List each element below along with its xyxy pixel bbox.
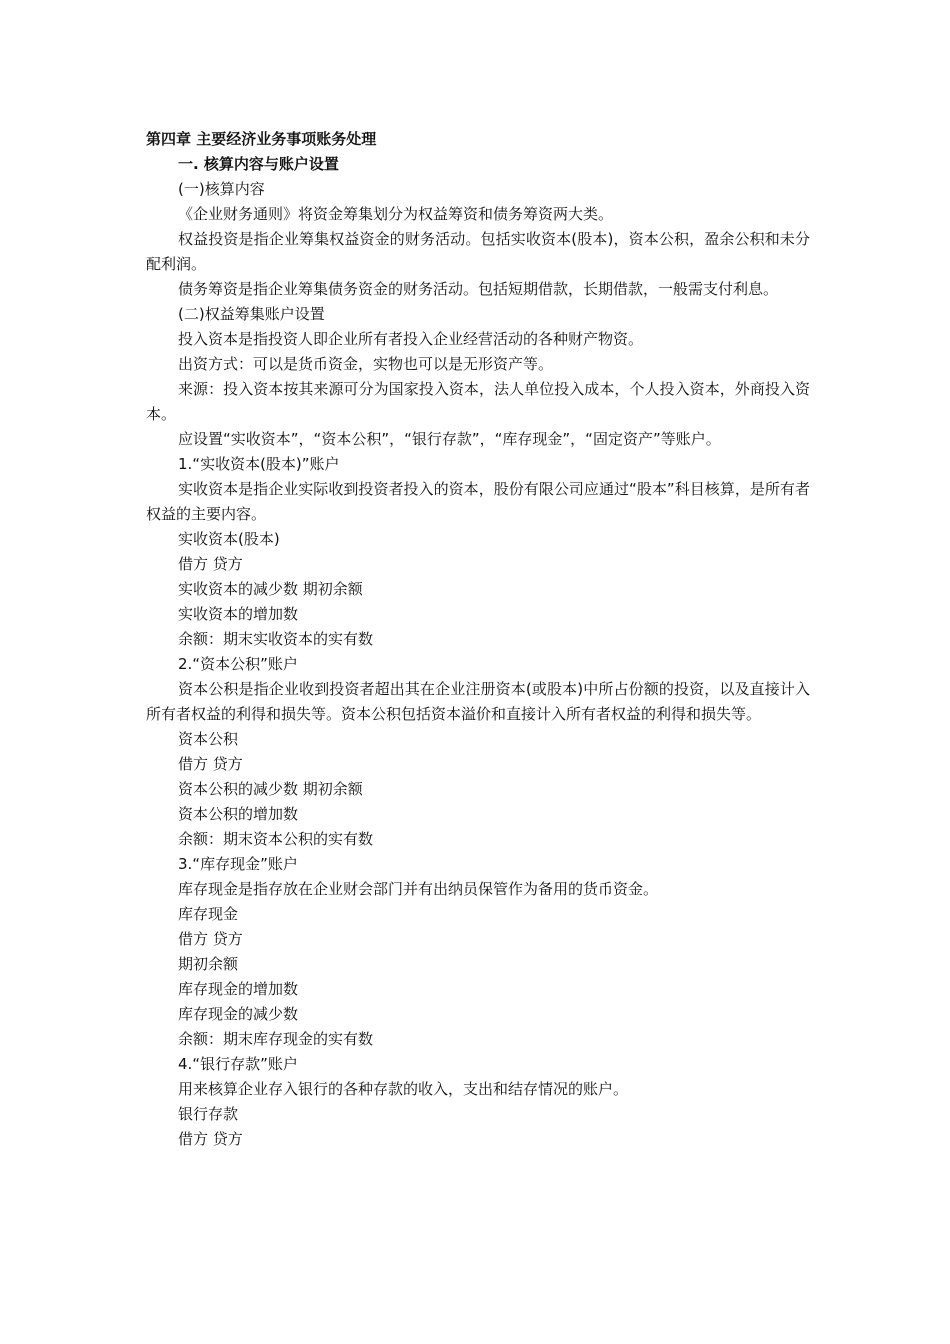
account-name: 库存现金 bbox=[178, 905, 239, 923]
account-heading: 2.“资本公积”账户 bbox=[178, 655, 298, 673]
paragraph: 来源：投入资本按其来源可分为国家投入资本，法人单位投入成本，个人投入资本，外商投入资本。 bbox=[146, 380, 810, 423]
account-description: 库存现金是指存放在企业财会部门并有出纳员保管作为备用的货币资金。 bbox=[178, 880, 659, 898]
paragraph: 应设置“实收资本”，“资本公积”，“银行存款”，“库存现金”，“固定资产”等账户。 bbox=[178, 430, 721, 448]
account-description: 资本公积是指企业收到投资者超出其在企业注册资本(或股本)中所占份额的投资，以及直接计入所有者权益的利得和损失等。资本公积包括资本溢价和直接计入所有者权益的利得和损失等。 bbox=[146, 680, 810, 723]
account-row: 库存现金的减少数 bbox=[178, 1005, 299, 1023]
paragraph: 权益投资是指企业筹集权益资金的财务活动。包括实收资本(股本)，资本公积，盈余公积和未分配利润。 bbox=[146, 230, 810, 273]
account-description: 用来核算企业存入银行的各种存款的收入，支出和结存情况的账户。 bbox=[178, 1080, 629, 1098]
account-heading: 4.“银行存款”账户 bbox=[178, 1055, 298, 1073]
document-body bbox=[146, 127, 810, 1152]
account-row: 库存现金的增加数 bbox=[178, 980, 299, 998]
account-balance: 余额：期末资本公积的实有数 bbox=[178, 830, 374, 848]
account-sides: 借方 贷方 bbox=[178, 555, 243, 573]
account-description: 实收资本是指企业实际收到投资者投入的资本，股份有限公司应通过“股本”科目核算，是所有者权益的主要内容。 bbox=[146, 480, 810, 523]
account-sides: 借方 贷方 bbox=[178, 930, 243, 948]
account-sides: 借方 贷方 bbox=[178, 755, 243, 773]
account-sides: 借方 贷方 bbox=[178, 1130, 243, 1148]
account-balance: 余额：期末实收资本的实有数 bbox=[178, 630, 374, 648]
subsection-title: (一)核算内容 bbox=[178, 180, 265, 198]
account-balance: 余额：期末库存现金的实有数 bbox=[178, 1030, 374, 1048]
account-row: 资本公积的减少数 期初余额 bbox=[178, 780, 363, 798]
account-name: 银行存款 bbox=[178, 1105, 239, 1123]
paragraph: 投入资本是指投资人即企业所有者投入企业经营活动的各种财产物资。 bbox=[178, 330, 644, 348]
account-row: 资本公积的增加数 bbox=[178, 805, 299, 823]
paragraph: 出资方式：可以是货币资金，实物也可以是无形资产等。 bbox=[178, 355, 554, 373]
section-title: 一. 核算内容与账户设置 bbox=[178, 155, 339, 173]
account-heading: 3.“库存现金”账户 bbox=[178, 855, 298, 873]
paragraph: 债务筹资是指企业筹集债务资金的财务活动。包括短期借款，长期借款，一般需支付利息。 bbox=[178, 280, 779, 298]
account-row: 期初余额 bbox=[178, 955, 239, 973]
account-row: 实收资本的减少数 期初余额 bbox=[178, 580, 363, 598]
account-name: 资本公积 bbox=[178, 730, 239, 748]
account-heading: 1.“实收资本(股本)”账户 bbox=[178, 455, 340, 473]
account-row: 实收资本的增加数 bbox=[178, 605, 299, 623]
paragraph: 《企业财务通则》将资金筹集划分为权益筹资和债务筹资两大类。 bbox=[178, 205, 614, 223]
account-name: 实收资本(股本) bbox=[178, 530, 280, 548]
subsection-title: (二)权益筹集账户设置 bbox=[178, 305, 325, 323]
chapter-title: 第四章 主要经济业务事项账务处理 bbox=[146, 130, 377, 148]
